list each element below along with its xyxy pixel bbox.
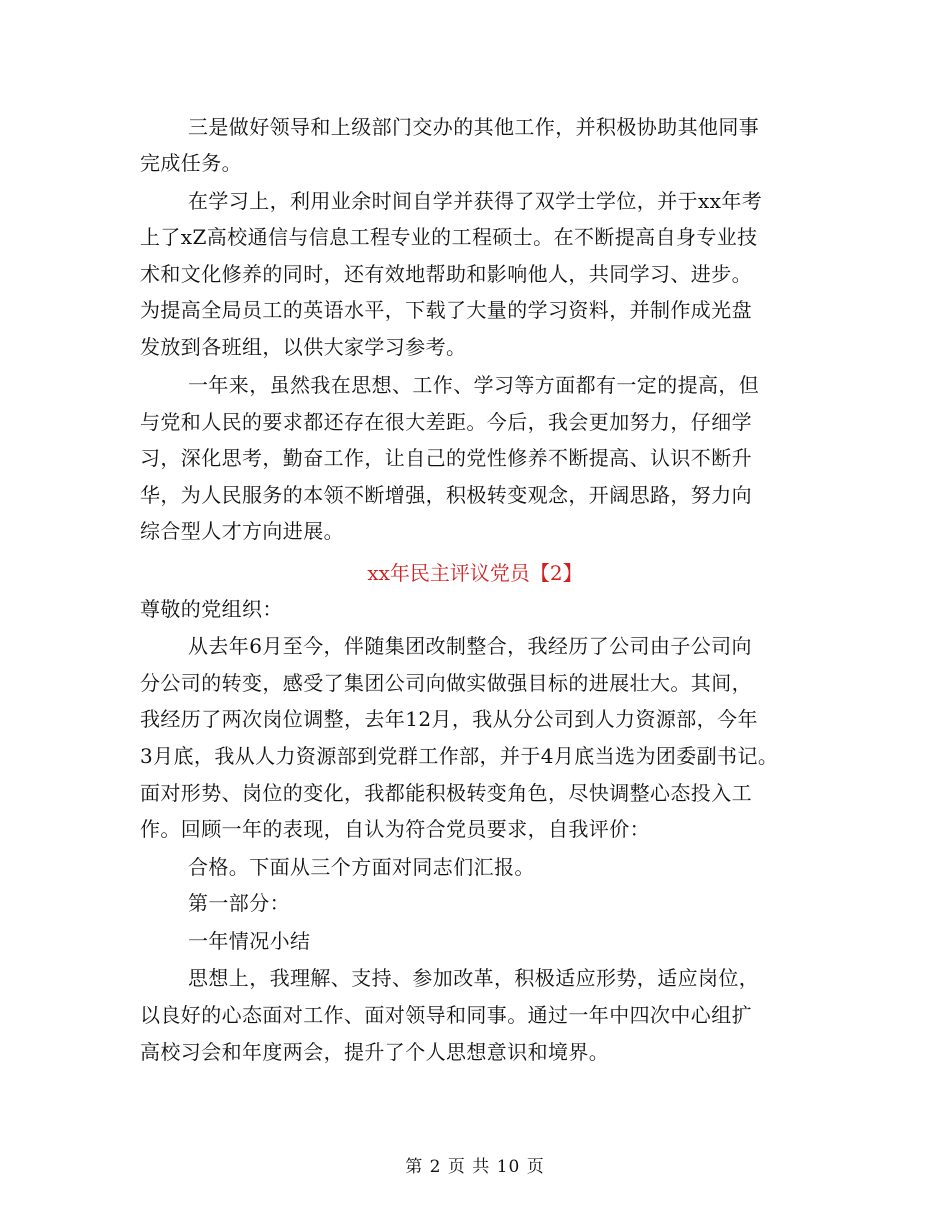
paragraph-1-line-1: 三是做好领导和上级部门交办的其他工作，并积极协助其他同事 — [188, 115, 760, 139]
paragraph-1-line-2: 完成任务。 — [140, 151, 242, 175]
paragraph-2-line-4: 为提高全局员工的英语水平，下载了大量的学习资料，并制作成光盘 — [140, 298, 752, 322]
paragraph-5: 合格。下面从三个方面对同志们汇报。 — [188, 855, 535, 879]
paragraph-4-line-5: 面对形势、岗位的变化，我都能积极转变角色，尽快调整心态投入工 — [140, 781, 752, 805]
paragraph-6-line-1: 思想上，我理解、支持、参加改革，积极适应形势，适应岗位， — [188, 966, 760, 990]
section-heading: xx年民主评议党员【2】 — [367, 561, 583, 585]
paragraph-2-line-1: 在学习上，利用业余时间自学并获得了双学士学位，并于xx年考 — [188, 189, 763, 213]
paragraph-4-line-3: 我经历了两次岗位调整，去年12月，我从分公司到人力资源部，今年 — [140, 707, 758, 731]
paragraph-3-line-2: 与党和人民的要求都还存在很大差距。今后，我会更加努力，仔细学 — [140, 410, 752, 434]
paragraph-3-line-3: 习，深化思考，勤奋工作，让自己的党性修养不断提高、认识不断升 — [140, 446, 752, 470]
paragraph-3-line-4: 华，为人民服务的本领不断增强，积极转变观念，开阔思路，努力向 — [140, 483, 752, 507]
part-label: 第一部分： — [188, 891, 290, 915]
paragraph-2-line-2: 上了xZ高校通信与信息工程专业的工程硕士。在不断提高自身专业技 — [140, 225, 758, 249]
paragraph-2-line-3: 术和文化修养的同时，还有效地帮助和影响他人，共同学习、进步。 — [140, 262, 752, 286]
paragraph-3-line-5: 综合型人才方向进展。 — [140, 519, 344, 543]
paragraph-4-line-6: 作。回顾一年的表现，自认为符合党员要求，自我评价： — [140, 817, 650, 841]
paragraph-2-line-5: 发放到各班组，以供大家学习参考。 — [140, 335, 467, 359]
paragraph-4-line-2: 分公司的转变，感受了集团公司向做实做强目标的进展壮大。其间， — [140, 671, 752, 695]
paragraph-4-line-1: 从去年6月至今，伴随集团改制整合，我经历了公司由子公司向 — [188, 634, 752, 658]
paragraph-6-line-2: 以良好的心态面对工作、面对领导和同事。通过一年中四次中心组扩 — [140, 1003, 752, 1027]
paragraph-3-line-1: 一年来，虽然我在思想、工作、学习等方面都有一定的提高，但 — [188, 373, 760, 397]
part-title: 一年情况小结 — [188, 929, 311, 953]
salutation: 尊敬的党组织： — [140, 597, 283, 621]
page-footer: 第 2 页 共 10 页 — [405, 1157, 545, 1177]
paragraph-4-line-4: 3月底，我从人力资源部到党群工作部，并于4月底当选为团委副书记。 — [140, 744, 779, 768]
paragraph-6-line-3: 高校习会和年度两会，提升了个人思想意识和境界。 — [140, 1040, 610, 1064]
